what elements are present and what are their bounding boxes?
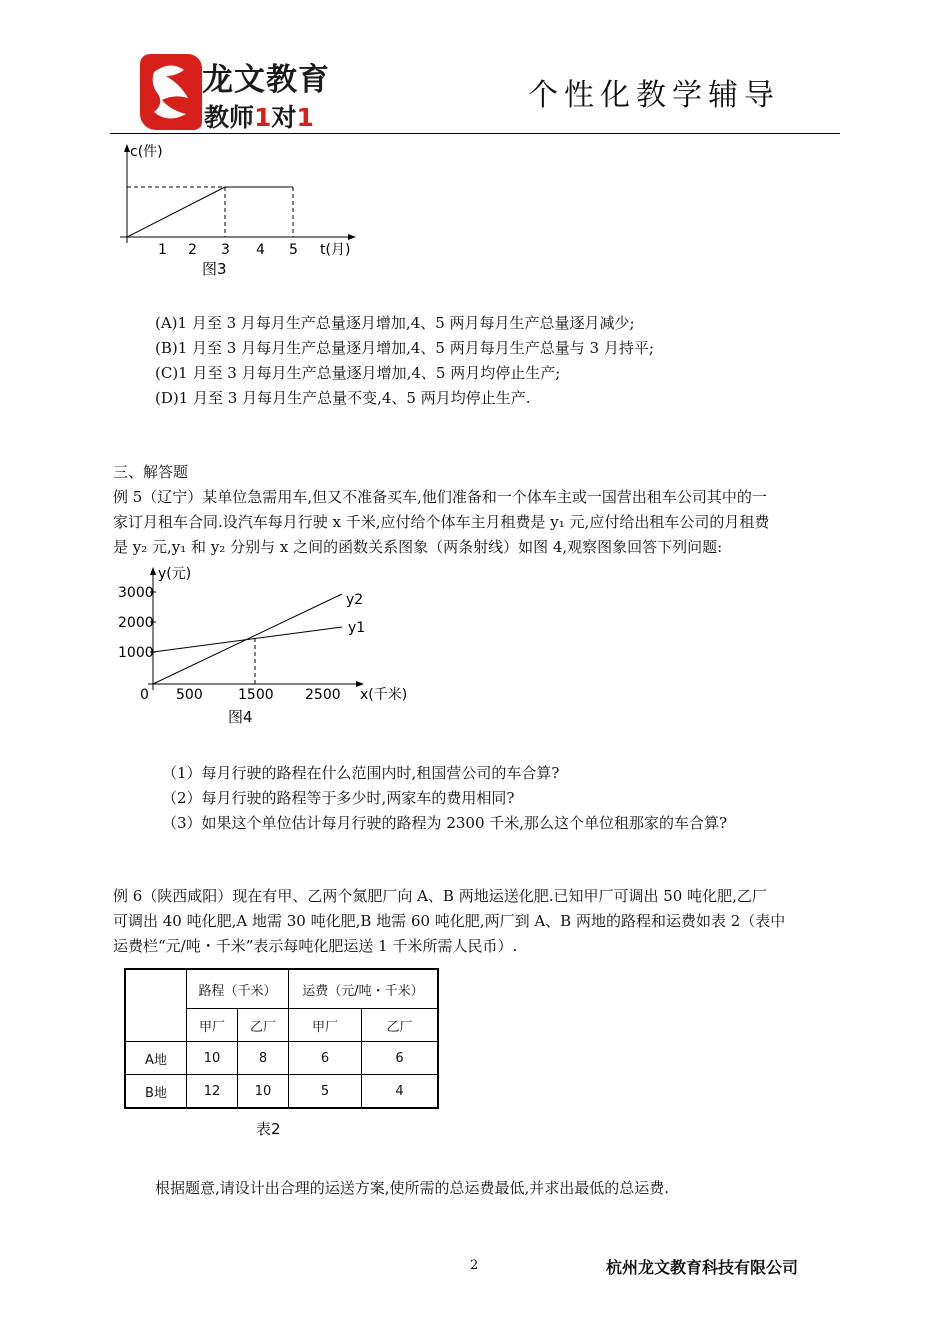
fig3-x-tick: 5 <box>289 242 298 258</box>
fig4-x-label: x(千米) <box>360 687 408 703</box>
table-header-row <box>125 969 438 1009</box>
example-6-line: 例 6（陕西咸阳）现在有甲、乙两个氮肥厂向 A、B 两地运送化肥.已知甲厂可调出 50 吨化肥,乙厂 <box>113 887 767 905</box>
choice-a: (A)1 月至 3 月每月生产总量逐月增加,4、5 两月每月生产总量逐月减少; <box>155 314 635 332</box>
fig4-y-tick: 2000 <box>118 615 154 631</box>
example-6-line: 运费栏“元/吨・千米”表示每吨化肥运送 1 千米所需人民币）. <box>113 937 518 955</box>
table-sub-header: 乙厂 <box>362 1009 439 1042</box>
table-row-label: B地 <box>125 1075 187 1109</box>
table-cell: 8 <box>238 1042 289 1075</box>
line-y1 <box>153 627 342 652</box>
fig4-caption: 图4 <box>228 708 253 726</box>
example-5-line: 例 5（辽宁）某单位急需用车,但又不准备买车,他们准备和一个体车主或一国营出租车公司其中的一 <box>113 488 767 506</box>
page-number: 2 <box>470 1258 479 1273</box>
table-cell: 6 <box>289 1042 362 1075</box>
fig4-y-tick: 3000 <box>118 585 154 601</box>
table-row <box>125 1042 438 1075</box>
logo-subtitle: 教师1对1 <box>204 103 314 132</box>
choice-c: (C)1 月至 3 月每月生产总量逐月增加,4、5 两月均停止生产; <box>155 364 561 382</box>
section-title: 三、解答题 <box>113 463 189 481</box>
closing-instruction: 根据题意,请设计出合理的运送方案,使所需的总运费最低,并求出最低的总运费. <box>155 1179 670 1197</box>
figure-3-graph <box>110 140 370 280</box>
footer-company: 杭州龙文教育科技有限公司 <box>606 1258 799 1277</box>
logo-seal-icon <box>140 54 202 130</box>
fig3-x-tick: 4 <box>256 242 265 258</box>
table-2-caption: 表2 <box>256 1120 281 1138</box>
fig3-x-tick: 1 <box>158 242 167 258</box>
table-sub-header: 甲厂 <box>289 1009 362 1042</box>
table-cell: 5 <box>289 1075 362 1109</box>
logo <box>140 50 340 136</box>
example-5-line: 是 y₂ 元,y₁ 和 y₂ 分别与 x 之间的函数关系图象（两条射线）如图 4,观察图象回答下列问题: <box>113 538 723 556</box>
fig4-y-label: y(元) <box>158 566 192 582</box>
logo-title: 龙文教育 <box>202 62 330 98</box>
choice-d: (D)1 月至 3 月每月生产总量不变,4、5 两月均停止生产. <box>155 389 531 407</box>
figure-4-graph <box>110 562 430 732</box>
question-3: （3）如果这个单位估计每月行驶的路程为 2300 千米,那么这个单位租那家的车合算? <box>162 814 728 832</box>
table-cell: 12 <box>187 1075 238 1109</box>
question-1: （1）每月行驶的路程在什么范围内时,租国营公司的车合算? <box>162 764 560 782</box>
fig3-x-label: t(月) <box>320 242 351 258</box>
fig3-y-label: c(件) <box>130 144 163 160</box>
table-sub-header: 乙厂 <box>238 1009 289 1042</box>
table-row <box>125 1075 438 1109</box>
choice-b: (B)1 月至 3 月每月生产总量逐月增加,4、5 两月每月生产总量与 3 月持平; <box>155 339 654 357</box>
fig4-line-label-y2: y2 <box>346 592 364 608</box>
table-cell: 4 <box>362 1075 439 1109</box>
example-6-line: 可调出 40 吨化肥,A 地需 30 吨化肥,B 地需 60 吨化肥,两厂到 A、B 两地的路程和运费如表 2（表中 <box>113 912 786 930</box>
example-5-line: 家订月租车合同.设汽车每月行驶 x 千米,应付给个体车主月租费是 y₁ 元,应付给出租车公司的月租费 <box>113 513 770 531</box>
fig3-caption: 图3 <box>202 260 227 278</box>
fig4-x-tick: 2500 <box>305 687 341 703</box>
table-corner-cell <box>125 969 187 1042</box>
table-cell: 10 <box>187 1042 238 1075</box>
fig3-x-tick: 3 <box>221 242 230 258</box>
fig3-x-tick: 2 <box>188 242 197 258</box>
fig4-x-tick: 500 <box>176 687 203 703</box>
table-row-label: A地 <box>125 1042 187 1075</box>
table-2 <box>124 968 439 1109</box>
fig4-line-label-y1: y1 <box>348 620 366 636</box>
question-2: （2）每月行驶的路程等于多少时,两家车的费用相同? <box>162 789 515 807</box>
table-cell: 6 <box>362 1042 439 1075</box>
fig4-y-tick: 1000 <box>118 645 154 661</box>
page-title: 个性化教学辅导 <box>528 78 780 113</box>
table-cell: 10 <box>238 1075 289 1109</box>
table-group-header: 运费（元/吨・千米） <box>289 969 439 1009</box>
fig4-x-tick: 1500 <box>238 687 274 703</box>
header-divider <box>110 133 840 134</box>
table-sub-header: 甲厂 <box>187 1009 238 1042</box>
table-group-header: 路程（千米） <box>187 969 289 1009</box>
fig4-x-tick: 0 <box>140 687 149 703</box>
